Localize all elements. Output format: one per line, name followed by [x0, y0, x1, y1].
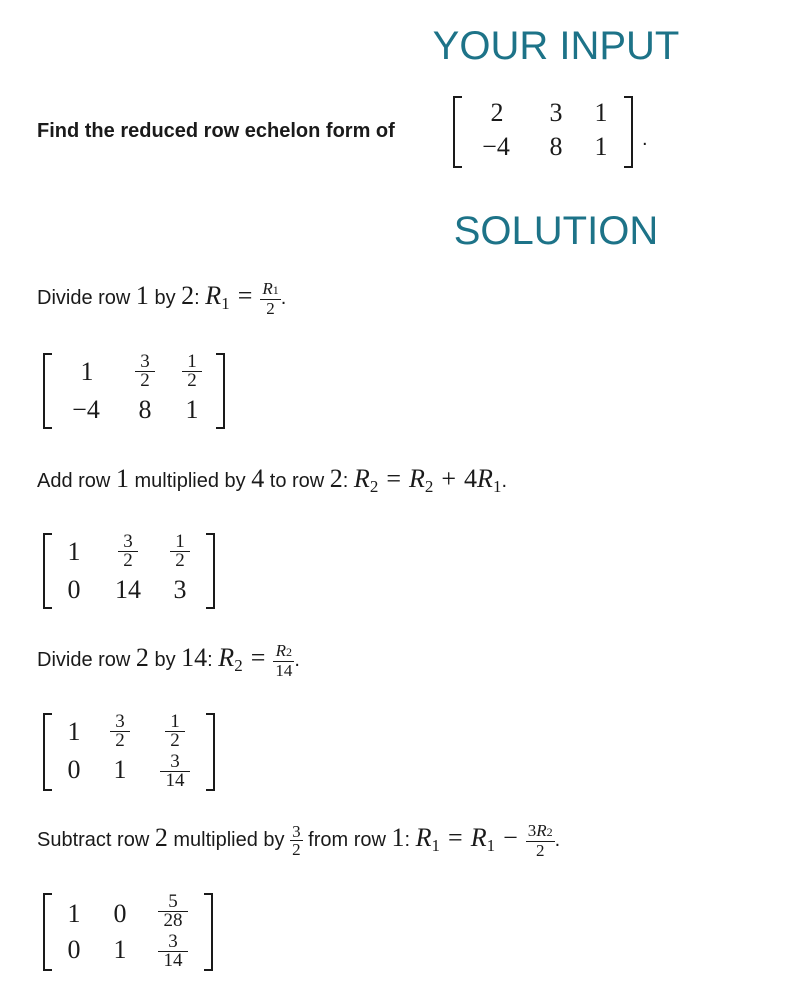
right-bracket	[622, 96, 634, 168]
left-bracket	[42, 713, 54, 791]
matrix-cell: −4	[482, 132, 510, 161]
matrix-cell: 1	[113, 755, 127, 784]
input-matrix	[452, 96, 642, 168]
step-2-text: Add row 1 multiplied by 4 to row 2: $R_2 = R_2 + 4R_1$.	[37, 464, 507, 496]
matrix-cell: 1	[67, 899, 81, 928]
step-3-text: Divide row 2 by 14: $R_2$ = $\frac{R2}{14}$ .	[37, 641, 300, 680]
matrix-cell: −4	[72, 395, 100, 424]
input-heading: YOUR INPUT	[432, 24, 680, 68]
matrix-cell: 0	[67, 755, 81, 784]
step-4-text: Subtract row 2 multiplied by $\frac{3}{2}$ from row 1: $R_1 = R_1$ − $\frac{3R2}{2}$ .	[37, 821, 561, 860]
matrix-fraction: 1 2	[170, 533, 190, 570]
matrix-cell: 0	[67, 575, 81, 604]
matrix-fraction: 1 2	[165, 713, 185, 750]
fraction: $\frac{R1}{2}$	[262, 279, 279, 318]
step-3-matrix	[42, 713, 222, 791]
right-bracket	[204, 713, 216, 791]
step-1-matrix	[42, 353, 232, 429]
matrix-cell: 1	[67, 717, 81, 746]
prompt-text: Find the reduced row echelon form of	[37, 120, 395, 142]
left-bracket	[42, 533, 54, 609]
matrix-cell: 8	[138, 395, 152, 424]
matrix-fraction: 3 14	[158, 933, 188, 970]
matrix-cell: 1	[67, 537, 81, 566]
step-2-matrix	[42, 533, 222, 609]
left-bracket	[452, 96, 464, 168]
matrix-cell: 1	[185, 395, 199, 424]
matrix-cell: 2	[490, 98, 504, 127]
matrix-cell: 1	[594, 132, 608, 161]
matrix-cell: 1	[113, 935, 127, 964]
right-bracket	[204, 533, 216, 609]
matrix-fraction: 3 2	[110, 713, 130, 750]
fraction: $\frac{R2}{14}$	[275, 641, 293, 680]
matrix-cell: 14	[115, 575, 141, 604]
matrix-cell: 0	[67, 935, 81, 964]
right-bracket	[202, 893, 214, 971]
fraction: $\frac{3R2}{2}$	[527, 821, 553, 860]
matrix-fraction: 3 14	[160, 753, 190, 790]
problem-prompt	[37, 120, 395, 143]
matrix-fraction: 1 2	[182, 353, 202, 390]
matrix-cell: 3	[173, 575, 187, 604]
fraction: $\frac{3}{2}$	[292, 822, 301, 859]
prompt-period: .	[642, 128, 648, 150]
matrix-cell: 3	[549, 98, 563, 127]
matrix-fraction: 3 2	[135, 353, 155, 390]
matrix-cell: 8	[549, 132, 563, 161]
matrix-cell: 1	[80, 357, 94, 386]
matrix-fraction: 3 2	[118, 533, 138, 570]
left-bracket	[42, 353, 54, 429]
step-4-matrix	[42, 893, 222, 971]
right-bracket	[214, 353, 226, 429]
matrix-fraction: 5 28	[158, 893, 188, 930]
left-bracket	[42, 893, 54, 971]
matrix-cell: 0	[113, 899, 127, 928]
matrix-cell: 1	[594, 98, 608, 127]
solution-heading: SOLUTION	[453, 209, 659, 253]
step-1-text: Divide row 1 by 2: $R_1$ = $\frac{R1}{2}$ .	[37, 279, 287, 318]
